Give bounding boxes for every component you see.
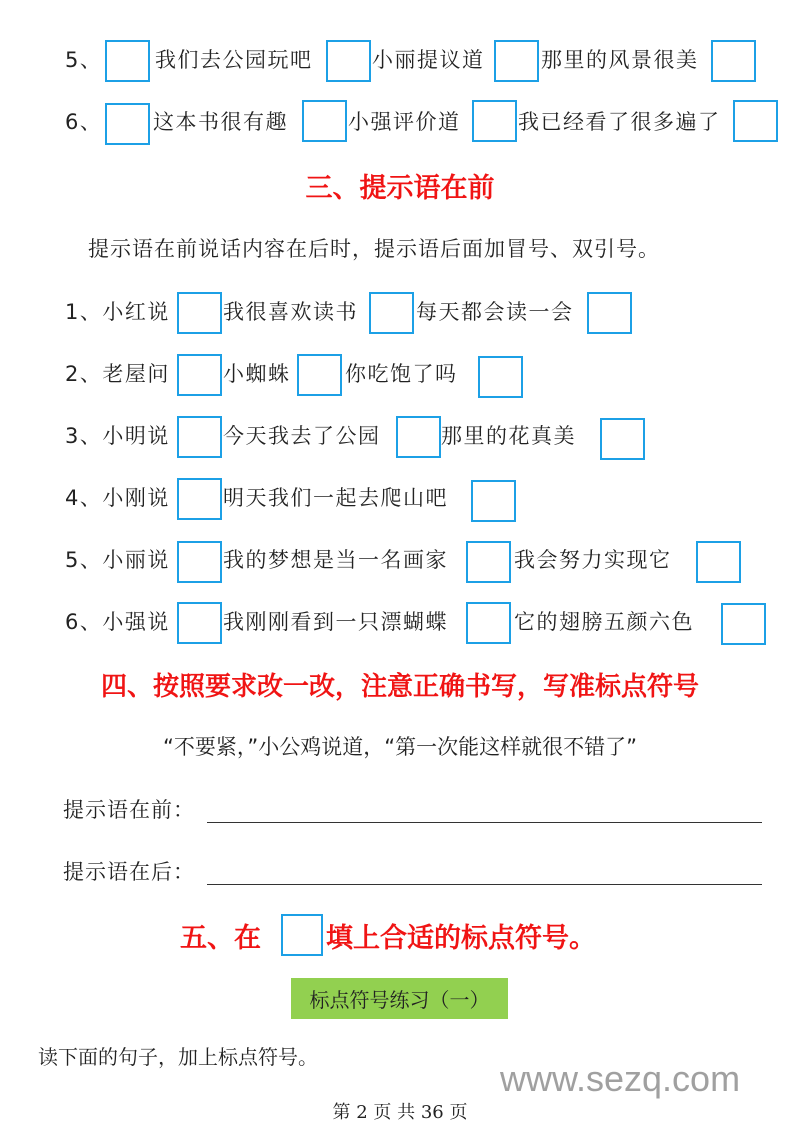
answer-box[interactable] <box>721 603 766 645</box>
sentence-part: 我的梦想是当一名画家 <box>223 548 448 572</box>
row-label: 6、小强说 <box>65 610 170 634</box>
answer-line-after[interactable] <box>207 884 762 885</box>
sentence-part: 小强评价道 <box>348 110 461 134</box>
section-3-heading: 三、提示语在前 <box>305 173 495 204</box>
sentence-part: 我们去公园玩吧 <box>155 48 313 72</box>
row-label: 3、小明说 <box>65 424 170 448</box>
quote-sentence: “不要紧，”小公鸡说道，“第一次能这样就很不错了” <box>162 735 638 759</box>
row-label: 1、小红说 <box>65 300 170 324</box>
answer-box[interactable] <box>472 100 517 142</box>
row-number: 5、 <box>65 48 103 72</box>
row-label: 2、老屋问 <box>65 362 170 386</box>
exercise-title: 标点符号练习（一） <box>309 988 490 1012</box>
answer-box[interactable] <box>466 602 511 644</box>
answer-box[interactable] <box>177 541 222 583</box>
watermark: www.sezq.com <box>500 1058 741 1099</box>
exercise-title-banner <box>291 978 508 1019</box>
sample-box-icon <box>281 914 323 956</box>
answer-box[interactable] <box>177 292 222 334</box>
answer-box[interactable] <box>302 100 347 142</box>
answer-box[interactable] <box>587 292 632 334</box>
sentence-part: 我已经看了很多遍了 <box>518 110 721 134</box>
row-label: 5、小丽说 <box>65 548 170 572</box>
sentence-part: 明天我们一起去爬山吧 <box>223 486 448 510</box>
answer-box[interactable] <box>471 480 516 522</box>
section-5-heading-post: 填上合适的标点符号。 <box>326 923 596 954</box>
sentence-part: 小蜘蛛 <box>223 362 291 386</box>
sentence-part: 今天我去了公园 <box>223 424 381 448</box>
answer-box[interactable] <box>326 40 371 82</box>
sentence-part: 我会努力实现它 <box>514 548 672 572</box>
answer-box[interactable] <box>600 418 645 460</box>
after-label: 提示语在后： <box>63 860 195 884</box>
answer-box[interactable] <box>177 354 222 396</box>
sentence-part: 你吃饱了吗 <box>345 362 458 386</box>
section-4-heading: 四、按照要求改一改，注意正确书写，写准标点符号 <box>100 672 699 702</box>
answer-box[interactable] <box>177 478 222 520</box>
answer-box[interactable] <box>105 40 150 82</box>
before-label: 提示语在前： <box>63 798 195 822</box>
answer-box[interactable] <box>466 541 511 583</box>
row-label: 4、小刚说 <box>65 486 170 510</box>
sentence-part: 每天都会读一会 <box>416 300 574 324</box>
sentence-part: 它的翅膀五颜六色 <box>514 610 694 634</box>
sentence-part: 那里的花真美 <box>441 424 576 448</box>
answer-box[interactable] <box>478 356 523 398</box>
sentence-part: 这本书很有趣 <box>153 110 288 134</box>
answer-box[interactable] <box>105 103 150 145</box>
answer-box[interactable] <box>711 40 756 82</box>
answer-box[interactable] <box>733 100 778 142</box>
answer-box[interactable] <box>494 40 539 82</box>
answer-box[interactable] <box>369 292 414 334</box>
answer-line-before[interactable] <box>207 822 762 823</box>
sentence-part: 我很喜欢读书 <box>223 300 358 324</box>
answer-box[interactable] <box>297 354 342 396</box>
section-5-heading-pre: 五、在 <box>180 923 261 954</box>
answer-box[interactable] <box>396 416 441 458</box>
answer-box[interactable] <box>177 416 222 458</box>
instruction: 读下面的句子，加上标点符号。 <box>38 1045 318 1069</box>
answer-box[interactable] <box>177 602 222 644</box>
sentence-part: 我刚刚看到一只漂蝴蝶 <box>223 610 448 634</box>
sentence-part: 小丽提议道 <box>372 48 485 72</box>
page-footer: 第 2 页 共 36 页 <box>332 1102 468 1123</box>
sentence-part: 那里的风景很美 <box>541 48 699 72</box>
row-number: 6、 <box>65 110 103 134</box>
answer-box[interactable] <box>696 541 741 583</box>
section-3-note: 提示语在前说话内容在后时，提示语后面加冒号、双引号。 <box>88 237 660 261</box>
